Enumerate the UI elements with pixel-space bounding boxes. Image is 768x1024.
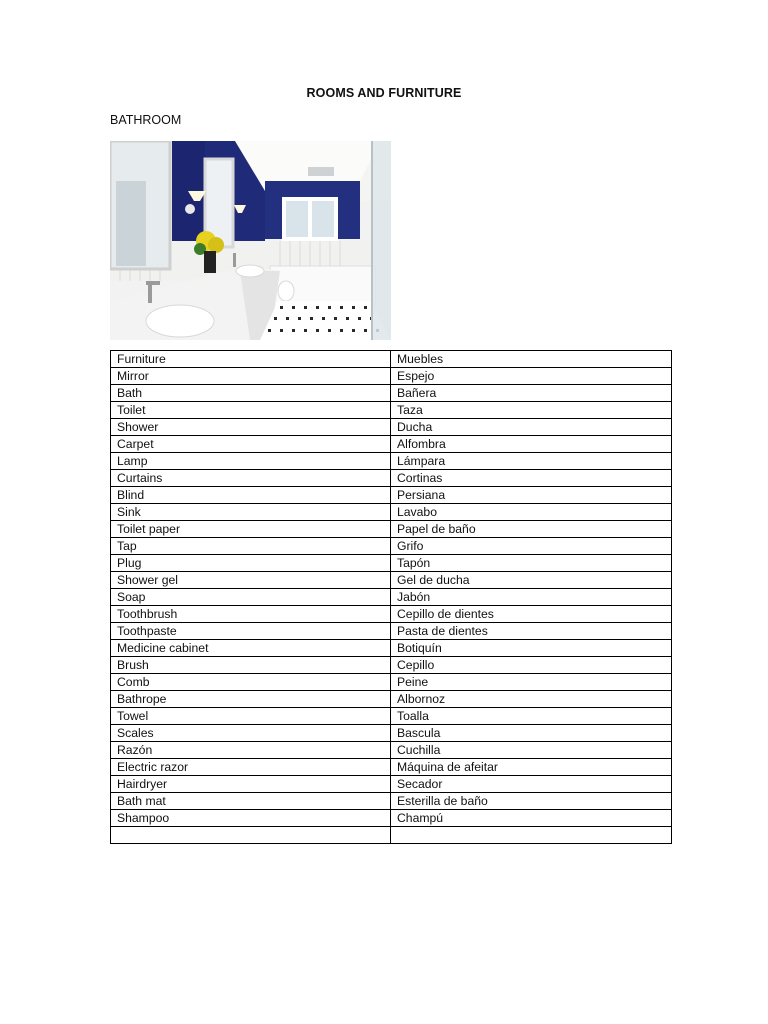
english-term-cell: Brush [111,657,391,674]
table-row [111,810,672,827]
table-row [111,538,672,555]
english-term-cell: Toilet paper [111,521,391,538]
english-term-cell: Sink [111,504,391,521]
spanish-term-cell: Cepillo de dientes [391,606,672,623]
table-row [111,436,672,453]
spanish-term-cell: Lámpara [391,453,672,470]
spanish-term-cell: Persiana [391,487,672,504]
table-row [111,419,672,436]
english-term-cell: Comb [111,674,391,691]
english-term-cell: Furniture [111,351,391,368]
spanish-term-cell: Secador [391,776,672,793]
spanish-term-cell: Ducha [391,419,672,436]
english-term-cell: Curtains [111,470,391,487]
table-row [111,606,672,623]
english-term-cell: Electric razor [111,759,391,776]
spanish-term-cell: Espejo [391,368,672,385]
spanish-term-cell: Máquina de afeitar [391,759,672,776]
english-term-cell: Razón [111,742,391,759]
table-row [111,453,672,470]
english-term-cell: Tap [111,538,391,555]
spanish-term-cell: Jabón [391,589,672,606]
spanish-term-cell: Tapón [391,555,672,572]
spanish-term-cell: Peine [391,674,672,691]
spanish-term-cell: Champú [391,810,672,827]
spanish-term-cell: Pasta de dientes [391,623,672,640]
spanish-term-cell: Cortinas [391,470,672,487]
section-heading: BATHROOM [110,113,182,127]
bathroom-photo [110,141,391,340]
table-row [111,759,672,776]
english-term-cell: Bath mat [111,793,391,810]
table-row [111,385,672,402]
spanish-term-cell: Cuchilla [391,742,672,759]
spanish-term-cell: Albornoz [391,691,672,708]
english-term-cell: Carpet [111,436,391,453]
spanish-term-cell: Bañera [391,385,672,402]
english-term-cell: Soap [111,589,391,606]
table-row [111,555,672,572]
table-row [111,725,672,742]
spanish-term-cell: Alfombra [391,436,672,453]
english-term-cell [111,827,391,844]
table-row [111,640,672,657]
table-row [111,521,672,538]
vocabulary-table-body [111,351,672,844]
english-term-cell: Toothpaste [111,623,391,640]
spanish-term-cell: Papel de baño [391,521,672,538]
english-term-cell: Shower gel [111,572,391,589]
table-row [111,623,672,640]
table-row [111,674,672,691]
spanish-term-cell: Muebles [391,351,672,368]
table-row [111,470,672,487]
table-row [111,827,672,844]
spanish-term-cell: Botiquín [391,640,672,657]
table-row [111,402,672,419]
table-row [111,589,672,606]
spanish-term-cell: Taza [391,402,672,419]
spanish-term-cell: Cepillo [391,657,672,674]
spanish-term-cell: Bascula [391,725,672,742]
spanish-term-cell: Lavabo [391,504,672,521]
english-term-cell: Towel [111,708,391,725]
spanish-term-cell [391,827,672,844]
english-term-cell: Blind [111,487,391,504]
spanish-term-cell: Gel de ducha [391,572,672,589]
english-term-cell: Bath [111,385,391,402]
table-row [111,351,672,368]
english-term-cell: Hairdryer [111,776,391,793]
english-term-cell: Lamp [111,453,391,470]
english-term-cell: Scales [111,725,391,742]
english-term-cell: Plug [111,555,391,572]
table-row [111,657,672,674]
spanish-term-cell: Toalla [391,708,672,725]
table-row [111,708,672,725]
table-row [111,793,672,810]
table-row [111,691,672,708]
spanish-term-cell: Esterilla de baño [391,793,672,810]
english-term-cell: Toilet [111,402,391,419]
table-row [111,742,672,759]
document-title: ROOMS AND FURNITURE [306,86,462,100]
vocabulary-table [110,350,672,844]
english-term-cell: Medicine cabinet [111,640,391,657]
english-term-cell: Bathrope [111,691,391,708]
spanish-term-cell: Grifo [391,538,672,555]
table-row [111,487,672,504]
table-row [111,368,672,385]
table-row [111,504,672,521]
table-row [111,776,672,793]
english-term-cell: Mirror [111,368,391,385]
english-term-cell: Shower [111,419,391,436]
table-row [111,572,672,589]
english-term-cell: Toothbrush [111,606,391,623]
english-term-cell: Shampoo [111,810,391,827]
